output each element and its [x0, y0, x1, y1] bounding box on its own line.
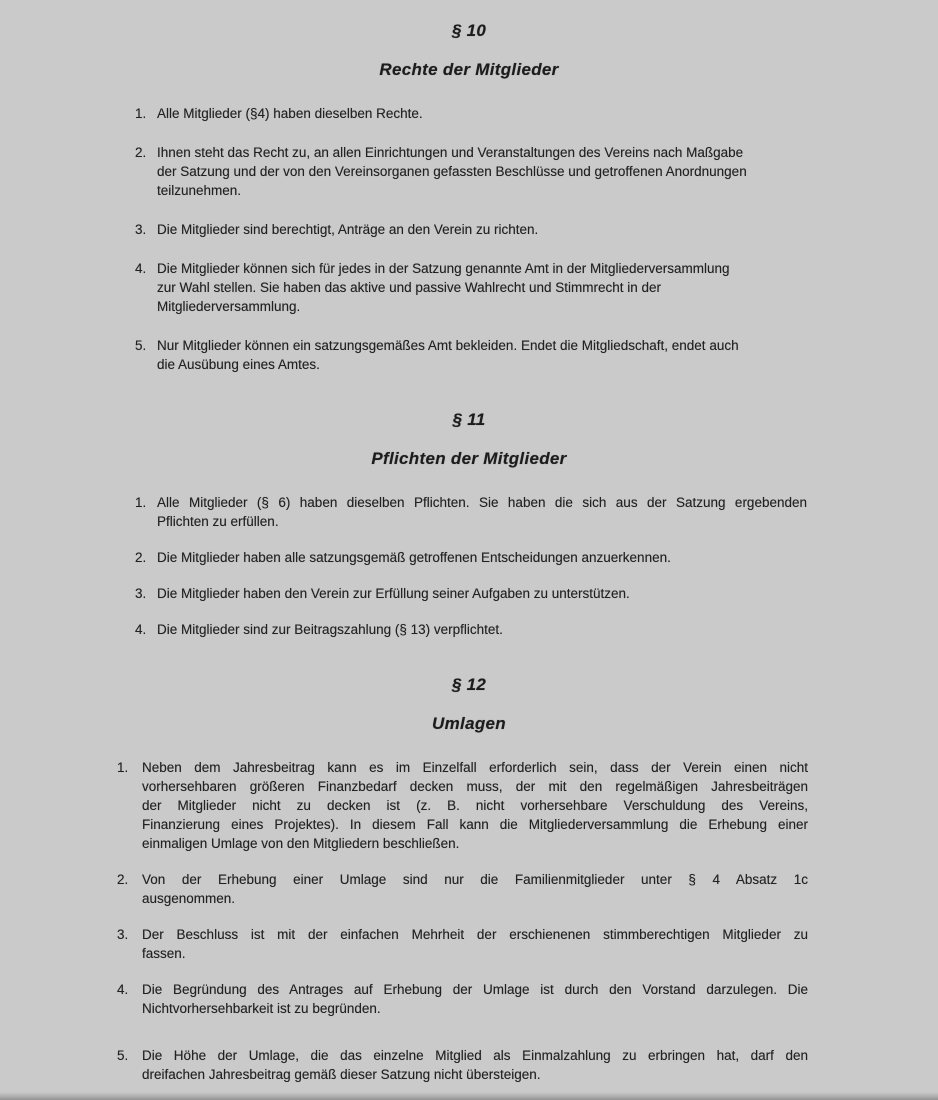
section-10 — [0, 21, 938, 374]
item-number: 3. — [135, 222, 147, 237]
item-text — [157, 259, 807, 316]
list-item — [135, 259, 807, 316]
list-item — [135, 143, 807, 200]
section-title: Umlagen — [432, 714, 506, 733]
ordered-list — [135, 493, 807, 639]
item-text-line: teilzunehmen. — [157, 183, 242, 198]
ordered-list — [135, 104, 807, 374]
item-text-line: Neben dem Jahresbeitrag kann es im Einzelfall erforderlich sein, dass der Verein einen nicht — [142, 760, 808, 775]
item-text-line: Ihnen steht das Recht zu, an allen Einrichtungen und Veranstaltungen des Vereins nach Maßgabe — [157, 145, 744, 160]
section-11 — [0, 410, 938, 639]
item-text — [157, 493, 807, 531]
item-number: 2. — [117, 872, 129, 887]
item-number: 1. — [117, 760, 129, 775]
item-text-line: Die Mitglieder haben den Verein zur Erfüllung seiner Aufgaben zu unterstützen. — [157, 586, 630, 601]
item-number: 5. — [117, 1048, 129, 1063]
item-text-line: Alle Mitglieder (§ 6) haben dieselben Pflichten. Sie haben die sich aus der Satzung ergebenden — [157, 495, 807, 510]
item-text — [157, 104, 807, 123]
item-text — [157, 620, 807, 639]
list-item — [117, 758, 808, 853]
item-text — [157, 336, 807, 374]
list-item — [117, 1046, 808, 1084]
item-text-line: einmaligen Umlage von den Mitgliedern beschließen. — [142, 836, 460, 851]
section-title: Pflichten der Mitglieder — [371, 449, 567, 468]
item-text-line: der Satzung und der von den Vereinsorganen gefassten Beschlüsse und getroffenen Anordnungen — [157, 164, 747, 179]
item-number: 1. — [135, 495, 147, 510]
list-item — [135, 104, 807, 123]
item-text — [142, 758, 808, 853]
item-text-line: vorhersehbaren größeren Finanzbedarf decken muss, der mit den regelmäßigen Jahresbeiträgen — [142, 779, 808, 794]
item-number: 5. — [135, 338, 147, 353]
item-text — [157, 584, 807, 603]
list-item — [135, 620, 807, 639]
item-text-line: Die Mitglieder können sich für jedes in der Satzung genannte Amt in der Mitgliederversammlung — [157, 261, 730, 276]
section-number-heading: § 12 — [451, 675, 487, 694]
item-number: 4. — [117, 982, 129, 997]
item-text — [157, 220, 807, 239]
ordered-list — [117, 758, 808, 1084]
item-number: 2. — [135, 550, 147, 565]
item-text-line: ausgenommen. — [142, 891, 236, 906]
scan-edge-shadow — [0, 1092, 938, 1100]
item-number: 1. — [135, 106, 147, 121]
section-12 — [0, 675, 938, 1084]
item-text-line: zur Wahl stellen. Sie haben das aktive und passive Wahlrecht und Stimmrecht in der — [157, 280, 661, 295]
item-text-line: Der Beschluss ist mit der einfachen Mehrheit der erschienenen stimmberechtigen Mitglieder zu — [142, 927, 808, 942]
item-text-line: Nichtvorhersehbarkeit ist zu begründen. — [142, 1001, 381, 1016]
list-item — [135, 336, 807, 374]
item-text-line: Die Mitglieder haben alle satzungsgemäß getroffenen Entscheidungen anzuerkennen. — [157, 550, 671, 565]
list-item — [135, 493, 807, 531]
list-item — [117, 980, 808, 1018]
section-number-heading: § 10 — [451, 21, 487, 40]
item-text-line: Pflichten zu erfüllen. — [157, 514, 279, 529]
item-text-line: Die Mitglieder sind berechtigt, Anträge an den Verein zu richten. — [157, 222, 539, 237]
section-title: Rechte der Mitglieder — [379, 60, 559, 79]
item-text-line: fassen. — [142, 946, 186, 961]
item-text — [142, 980, 808, 1018]
item-text-line: Alle Mitglieder (§4) haben dieselben Rechte. — [157, 106, 423, 121]
item-number: 4. — [135, 261, 147, 276]
item-text-line: Die Begründung des Antrages auf Erhebung der Umlage ist durch den Vorstand darzulegen. Die — [142, 982, 808, 997]
item-number: 4. — [135, 622, 147, 637]
item-text-line: Finanzierung eines Projektes). In diesem Fall kann die Mitgliederversammlung die Erhebung einer — [142, 817, 808, 832]
item-text — [157, 548, 807, 567]
list-item — [117, 925, 808, 963]
list-item — [117, 870, 808, 908]
list-item — [135, 584, 807, 603]
item-text-line: Nur Mitglieder können ein satzungsgemäßes Amt bekleiden. Endet die Mitgliedschaft, endet auch — [157, 338, 739, 353]
section-number-heading: § 11 — [452, 410, 486, 429]
item-text-line: Mitgliederversammlung. — [157, 299, 301, 314]
item-text-line: Die Mitglieder sind zur Beitragszahlung (§ 13) verpflichtet. — [157, 622, 503, 637]
item-text-line: Von der Erhebung einer Umlage sind nur die Familienmitglieder unter § 4 Absatz 1c — [142, 872, 808, 887]
item-text-line: dreifachen Jahresbeitrag gemäß dieser Satzung nicht übersteigen. — [142, 1067, 541, 1082]
item-text — [142, 1046, 808, 1084]
item-text-line: Die Höhe der Umlage, die das einzelne Mitglied als Einmalzahlung zu erbringen hat, darf den — [142, 1048, 808, 1063]
item-text — [157, 143, 807, 200]
item-number: 3. — [135, 586, 147, 601]
item-text — [142, 870, 808, 908]
item-text-line: der Mitglieder nicht zu decken ist (z. B. nicht vorhersehbare Verschuldung des Vereins, — [142, 798, 808, 813]
item-text — [142, 925, 808, 963]
list-item — [135, 548, 807, 567]
item-number: 3. — [117, 927, 129, 942]
item-number: 2. — [135, 145, 147, 160]
list-item — [135, 220, 807, 239]
item-text-line: die Ausübung eines Amtes. — [157, 357, 320, 372]
